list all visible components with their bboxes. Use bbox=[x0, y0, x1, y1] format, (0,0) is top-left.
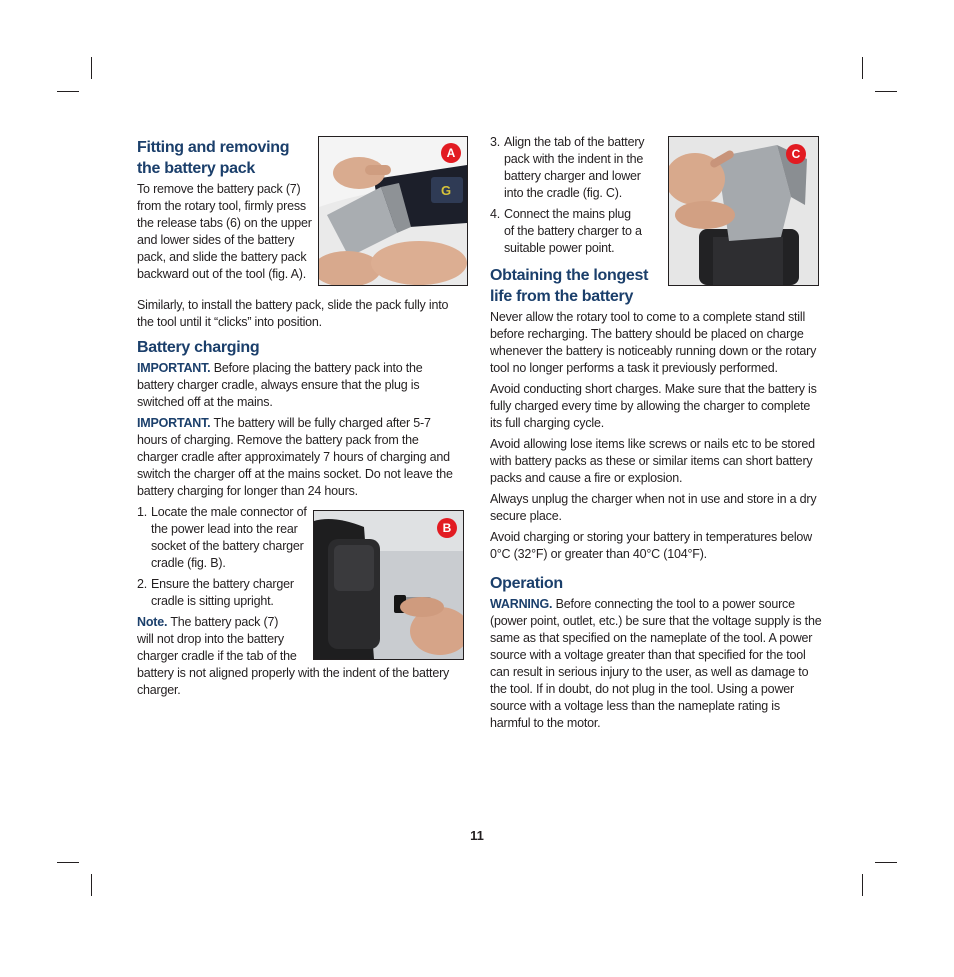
figure-a-badge: A bbox=[441, 143, 461, 163]
list-item: 3. Align the tab of the battery pack with the indent in the battery charger and lower into the cradle (fig. C). bbox=[490, 135, 645, 200]
figure-a bbox=[318, 136, 468, 286]
crop-mark bbox=[875, 862, 897, 863]
crop-mark bbox=[875, 91, 897, 92]
life-paragraph-2: Avoid conducting short charges. Make sure that the battery is fully charged every time by allowing the charger to complete its full charging cycle. bbox=[490, 382, 817, 430]
crop-mark bbox=[862, 57, 863, 79]
note-paragraph: Note. The battery pack (7) will not drop into the battery charger cradle if the tab of the battery is not aligned properly with the indent of the battery charger. bbox=[137, 615, 450, 697]
list-item: 4. Connect the mains plug of the battery charger to a suitable power point. bbox=[490, 207, 642, 255]
crop-mark bbox=[57, 91, 79, 92]
crop-mark bbox=[862, 874, 863, 896]
fitting-paragraph: To remove the battery pack (7) from the rotary tool, firmly press the release tabs (6) on the upper and lower sides of the battery pack, and slide the battery pack backward out of the tool (fig. A). bbox=[137, 182, 312, 281]
charging-heading: Battery charging bbox=[137, 339, 260, 356]
crop-mark bbox=[57, 862, 79, 863]
figure-b-badge: B bbox=[437, 518, 457, 538]
fitting-paragraph-2: Similarly, to install the battery pack, slide the pack fully into the tool until it “clicks” into position. bbox=[137, 298, 449, 329]
crop-mark bbox=[91, 57, 92, 79]
figure-b bbox=[313, 510, 464, 660]
important-note-2: IMPORTANT. The battery will be fully charged after 5-7 hours of charging. Remove the battery pack from the charger cradle after approximately 7 hours of charging and switch the charger off at the mains socket. Do not leave the battery charging for longer than 24 hours. bbox=[137, 416, 453, 498]
svg-text:G: G bbox=[441, 183, 452, 198]
life-heading: Obtaining the longest life from the battery bbox=[490, 267, 649, 305]
figure-c-badge: C bbox=[786, 144, 806, 164]
life-paragraph-3: Avoid allowing lose items like screws or nails etc to be stored with battery packs as these or similar items can short battery packs and cause a fire or explosion. bbox=[490, 437, 815, 485]
figure-c bbox=[668, 136, 819, 286]
fitting-heading-line2: the battery pack bbox=[137, 160, 255, 177]
page-number: 11 bbox=[470, 828, 484, 843]
life-paragraph-1: Never allow the rotary tool to come to a complete stand still before recharging. The battery should be placed on charge whenever the battery is noticeably running down or the rotary tool no longer performs a task it previously performed. bbox=[490, 310, 817, 375]
operation-heading: Operation bbox=[490, 575, 563, 592]
right-steps bbox=[490, 134, 660, 257]
list-item: 2. Ensure the battery charger cradle is sitting upright. bbox=[137, 577, 294, 608]
fitting-heading-line1: Fitting and removing bbox=[137, 139, 290, 156]
crop-mark bbox=[91, 874, 92, 896]
charging-steps bbox=[137, 504, 315, 610]
important-note-1: IMPORTANT. Before placing the battery pack into the battery charger cradle, always ensure that the plug is switched off at the mains. bbox=[137, 361, 423, 409]
list-item: 1. Locate the male connector of the power lead into the rear socket of the battery charger cradle (fig. B). bbox=[137, 505, 307, 570]
warning-paragraph: WARNING. Before connecting the tool to a power source (power point, outlet, etc.) be sure that the voltage supply is the same as that specified on the nameplate of the tool. A power source with a voltage greater than that specified for the tool can result in serious injury to the user, as well as damage to the tool. If in doubt, do not plug in the tool. Using a power source with a voltage less than the nameplate rating is harmful to the motor. bbox=[490, 597, 822, 730]
life-paragraph-5: Avoid charging or storing your battery in temperatures below 0°C (32°F) or greater than 40°C (104°F). bbox=[490, 530, 812, 561]
life-paragraph-4: Always unplug the charger when not in use and store in a dry secure place. bbox=[490, 492, 817, 523]
